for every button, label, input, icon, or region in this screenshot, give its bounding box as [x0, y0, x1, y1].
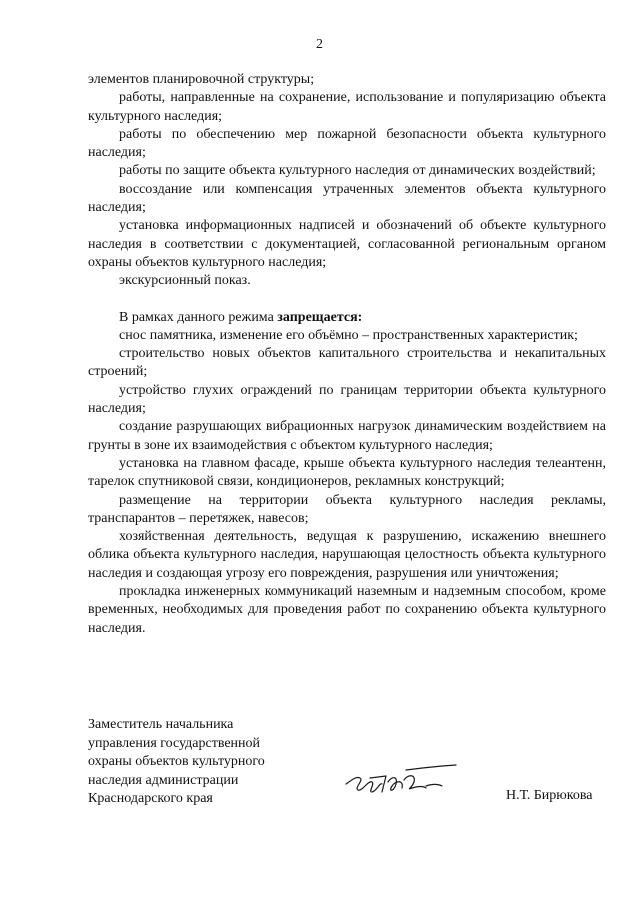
prohibited-item: хозяйственная деятельность, ведущая к разрушению, искажению внешнего облика объекта культурного наследия, нарушающая целостность объекта культурного наследия и создающая угрозу его повреждения, разрушения или уничтожения; — [88, 529, 606, 581]
prohibited-item: создание разрушающих вибрационных нагрузок динамическим воздействием на грунты в зоне их взаимодействия с объектом культурного наследия; — [88, 419, 606, 453]
permitted-item: работы по обеспечению мер пожарной безопасности объекта культурного наследия; — [88, 126, 606, 161]
prohibited-item: размещение на территории объекта культурного наследия рекламы, транспарантов – перетяжек, навесов; — [88, 492, 606, 526]
paragraph-continuation: элементов планировочной структуры; — [88, 72, 315, 87]
position-line: управления государственной — [88, 735, 261, 751]
position-line: Краснодарского края — [88, 791, 213, 806]
prohibited-item: прокладка инженерных коммуникаций наземным и надземным способом, кроме временных, необходимых для проведения работ по сохранению объекта культурного наследия. — [88, 584, 606, 636]
regime-emphasis: запрещается: — [277, 309, 363, 325]
permitted-item: воссоздание или компенсация утраченных элементов объекта культурного наследия; — [88, 181, 606, 216]
signatory-name: Н.Т. Бирюкова — [506, 788, 593, 803]
position-line: охраны объектов культурного — [88, 754, 265, 769]
permitted-item: работы по защите объекта культурного наследия от динамических воздействий; — [119, 163, 596, 179]
signatory-position — [88, 716, 308, 809]
prohibited-item: строительство новых объектов капитального строительства и некапитальных строений; — [88, 346, 606, 380]
page-number: 2 — [316, 37, 323, 52]
permitted-item: работы, направленные на сохранение, использование и популяризацию объекта культурного наследия; — [88, 90, 606, 124]
prohibited-item: снос памятника, изменение его объёмно – пространственных характеристик; — [119, 327, 578, 343]
regime-intro: В рамках данного режима — [119, 309, 274, 325]
document-body — [88, 71, 606, 638]
permitted-item: экскурсионный показ. — [119, 273, 251, 289]
permitted-item: установка информационных надписей и обозначений об объекте культурного наследия в соответствии с документацией, согласованной региональным органом охраны объектов культурного наследия; — [88, 218, 606, 270]
regime-heading — [88, 309, 606, 327]
position-line: Заместитель начальника — [88, 717, 234, 732]
prohibited-item: установка на главном фасаде, крыше объекта культурного наследия телеантенн, тарелок спутниковой связи, кондиционеров, рекламных конструкций; — [88, 455, 606, 490]
handwritten-signature — [342, 762, 460, 806]
position-line: наследия администрации — [88, 772, 239, 788]
prohibited-item: устройство глухих ограждений по границам территории объекта культурного наследия; — [88, 382, 606, 417]
